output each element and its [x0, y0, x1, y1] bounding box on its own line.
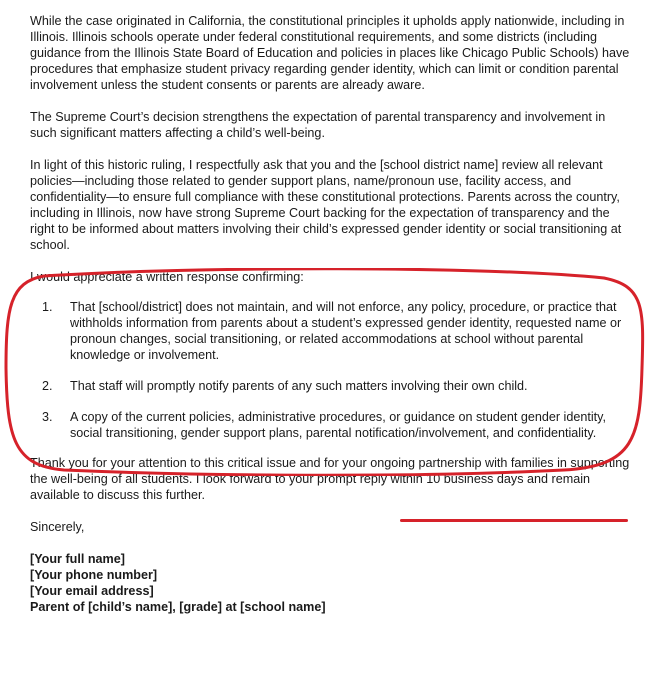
- request-text: A copy of the current policies, administrative procedures, or guidance on student gender identity, social transitioning, gender support plans, parental notification/involvement, and confidentiality.: [70, 410, 607, 440]
- signature-name: [Your full name]: [30, 552, 125, 566]
- letter-body: [30, 13, 635, 615]
- request-text: That [school/district] does not maintain, and will not enforce, any policy, procedure, or practice that withholds information from parents about a student’s expressed gender identity, requested name or pronoun changes, social transitioning, or related accommodations at school without parental knowledge or involvement.: [70, 300, 622, 362]
- request-number: 1.: [42, 300, 53, 314]
- thanks-text-end: and remain available to discuss this further.: [30, 472, 591, 502]
- request-intro: I would appreciate a written response confirming:: [30, 270, 304, 284]
- signature-block: [30, 551, 635, 615]
- paragraph-policy-review: In light of this historic ruling, I respectfully ask that you and the [school district name] review all relevant policies—including those related to gender support plans, name/pronoun use, facility access, and confidentiality—to ensure full compliance with these constitutional protections. Parents across the country, including in Illinois, now have strong Supreme Court backing for the expectation of transparency and the right to be informed about matters involving their child’s expressed gender identity or social transitioning at school.: [30, 158, 622, 252]
- highlighted-deadline: prompt reply within 10 business days: [317, 472, 524, 486]
- request-item-2: [30, 378, 635, 394]
- paragraph-thanks: [30, 455, 635, 503]
- paragraph-supreme-court: The Supreme Court’s decision strengthens the expectation of parental transparency and involvement in such significant matters affecting a child’s well-being.: [30, 110, 606, 140]
- signature-parent-of: Parent of [child’s name], [grade] at [school name]: [30, 600, 326, 614]
- signature-phone: [Your phone number]: [30, 568, 158, 582]
- request-item-1: [30, 299, 635, 363]
- closing: Sincerely,: [30, 520, 85, 534]
- request-item-3: [30, 409, 635, 441]
- request-list: [30, 299, 635, 441]
- paragraph-california-case: While the case originated in California, the constitutional principles it upholds apply nationwide, including in Illinois. Illinois schools operate under federal constitutional requirements, and some districts (including guidance from the Illinois State Board of Education and policies in places like Chicago Public Schools) have procedures that emphasize student privacy regarding gender identity, which can limit or condition parental involvement unless the student consents or parents are already aware.: [30, 14, 630, 92]
- request-text: That staff will promptly notify parents of any such matters involving their own child.: [70, 379, 528, 393]
- request-number: 2.: [42, 379, 53, 393]
- request-number: 3.: [42, 410, 53, 424]
- thanks-text-start: Thank you for your attention to this critical issue and for your ongoing partnership with families in supporting the well-being of all students. I look forward to your: [30, 456, 630, 486]
- signature-email: [Your email address]: [30, 584, 154, 598]
- red-underline-annotation: [400, 519, 628, 522]
